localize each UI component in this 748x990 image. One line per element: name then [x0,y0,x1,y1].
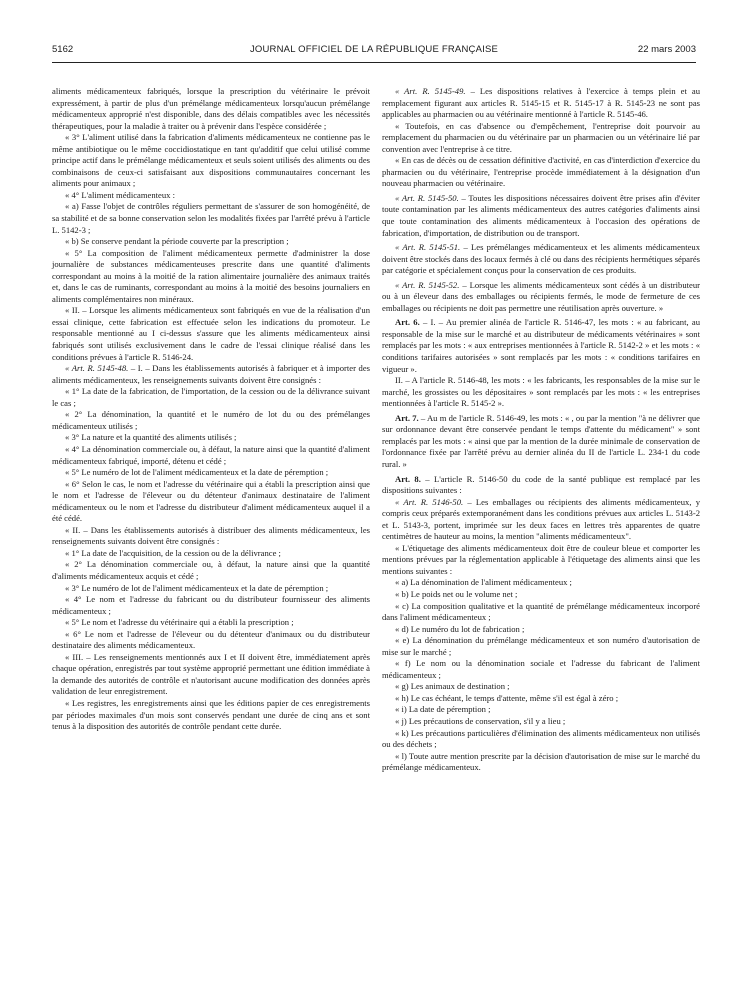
paragraph: « En cas de décès ou de cessation définitive d'activité, en cas d'interdiction d'exercice du pharmacien ou du vétérinaire, l'entreprise procède immédiatement à la désignation d'un nouveau pharmacien ou vétérinaire. [382,155,700,189]
paragraph: « 4° L'aliment médicamenteux : [65,189,175,200]
paragraph: « Art. R. 5145-51. – Les prémélanges médicamenteux et les aliments médicamenteux doivent être stockés dans des locaux fermés à clé ou dans des récipients hermétiques séparés par catégorie et spécialement conçus pour la conservation de ces produits. [382,242,701,276]
paragraph: « c) La composition qualitative et la quantité de prémélange médicamenteux incorporé dans l'aliment médicamenteux ; [382,600,700,623]
paragraph: « b) Se conserve pendant la période couverte par la prescription ; [65,236,289,247]
paragraph: « l) Toute autre mention prescrite par la décision d'autorisation de mise sur le marché du prémélange médicamenteux. [382,750,700,773]
paragraph: « Toutefois, en cas d'absence ou d'empêchement, l'entreprise doit pourvoir au remplacement du pharmacien ou du vétérinaire par un pharmacien ou un vétérinaire lié par convention avec l'entreprise à ce titre. [382,120,700,154]
paragraph: « e) La dénomination du prémélange médicamenteux et son numéro d'autorisation de mise sur le marché ; [382,635,700,657]
page-number: 5162 [52,44,74,55]
paragraph: « L'étiquetage des aliments médicamenteux doit être de couleur bleue et comporter les mentions prévues par la réglementation applicable à l'étiquetage des aliments ainsi que les mentions suivantes : [382,542,700,576]
paragraph: « 1° La date de l'acquisition, de la cession ou de la délivrance ; [65,547,281,558]
paragraph: « 2° La dénomination, la quantité et le numéro de lot du ou des prémélanges médicamenteux utilisés ; [52,409,370,431]
paragraph: « 5° La composition de l'aliment médicamenteux permette d'administrer la dose journalière de substances médicamenteuses prescrite dans une quantité d'aliments correspondant au moins à la moitié de la ration alimentaire journalière des animaux traités et, dans le cas de ruminants, correspondant au moins à la moitié des besoins journaliers en aliments complémentaires non minéraux. [52,247,370,304]
paragraph: « f) Le nom ou la dénomination sociale et l'adresse du fabricant de l'aliment médicamenteux ; [382,658,700,680]
paragraph: « II. – Dans les établissements autorisés à distribuer des aliments médicamenteux, les renseignements suivants doivent être consignés : [52,524,370,547]
paragraph: « a) La dénomination de l'aliment médicamenteux ; [395,577,572,588]
paragraph: « a) Fasse l'objet de contrôles réguliers permettant de s'assurer de son homogénéité, de sa stabilité et de sa bonne conservation selon les modalités fixées par l'arrêté prévu à l'article L. 5142-3 ; [52,201,370,235]
paragraph: « b) Le poids net ou le volume net ; [395,588,518,599]
paragraph: « Art. R. 5145-48. – I. – Dans les établissements autorisés à fabriquer et à importer des aliments médicamenteux, les renseignements suivants doivent être consignés : [52,363,371,385]
paragraph: Art. 8. – L'article R. 5146-50 du code de la santé publique est remplacé par les dispositions suivantes : [382,473,701,496]
paragraph: « j) Les précautions de conservation, s'il y a lieu ; [395,715,566,726]
paragraph: « 6° Le nom et l'adresse de l'éleveur ou du détenteur d'animaux ou du distributeur destinataire des aliments médicamenteux. [52,628,370,651]
paragraph: « 4° La dénomination commerciale ou, à défaut, la nature ainsi que la quantité d'aliment médicamenteux fabriqué, importé, détenu et cédé ; [52,443,370,466]
paragraph: « h) Le cas échéant, le temps d'attente, même s'il est égal à zéro ; [395,692,619,703]
paragraph: « 3° Le numéro de lot de l'aliment médicamenteux et la date de péremption ; [65,582,329,593]
paragraph: « i) La date de péremption ; [395,704,491,715]
paragraph: « 4° Le nom et l'adresse du fabricant ou du distributeur fournisseur des aliments médicamenteux ; [52,594,370,616]
issue-date: 22 mars 2003 [637,44,696,55]
paragraph: « III. – Les renseignements mentionnés aux I et II doivent être, immédiatement après chaque opération, enregistrés par tout système approprié permettant une édition immédiate à la demande des autorités de contrôle et n'autorisant aucune modification des données après validation de leur enregistrement. [52,651,370,697]
header-divider [52,62,696,63]
paragraph: « II. – Lorsque les aliments médicamenteux sont fabriqués en vue de la réalisation d'un essai clinique, cette fabrication est effectuée selon les indications du promoteur. Le responsable mentionné au I ci-dessus s'assure que les aliments médicamenteux ainsi fabriqués sont utilisés exclusivement dans le cadre de l'essai clinique réalisé dans les conditions prévues à l'article R. 5146-24. [52,305,370,362]
paragraph: « 5° Le nom et l'adresse du vétérinaire qui a établi la prescription ; [65,617,294,628]
paragraph: « 3° La nature et la quantité des aliments utilisés ; [65,432,237,443]
paragraph: « Art. R. 5146-50. – Les emballages ou récipients des aliments médicamenteux, y compris ceux préparés extemporanément dans les conditions prévues aux articles L. 5143-2 et L. 5143-3, portent, imprimée sur les deux faces en lettres très apparentes de quatre centimètres de hauteur au moins, la mention "aliments médicamenteux". [382,496,700,542]
paragraph: « 1° La date de la fabrication, de l'importation, de la cession ou de la délivrance suivant le cas ; [52,386,370,408]
paragraph: II. – A l'article R. 5146-48, les mots : « les fabricants, les responsables de la mise sur le marché, les grossistes ou les dépositaires » sont remplacés par les mots : « les entreprises mentionnées à l'article R. 5145-2 ». [382,375,700,409]
paragraph: « g) Les animaux de destination ; [395,681,510,692]
paragraph: « d) Le numéro du lot de fabrication ; [395,623,525,634]
page-header [52,44,696,58]
right-column [382,86,700,774]
paragraph: aliments médicamenteux fabriqués, lorsque la prescription du vétérinaire le prévoit expressément, à partir de plus d'un prémélange médicamenteux lorsqu'aucun prémélange médicamenteux approprié n'est disponible, dans des délais compatibles avec les nécessités thérapeutiques, pour la maladie à traiter ou à prévenir dans l'espèce considérée ; [52,86,370,131]
paragraph: Art. 6. – I. – Au premier alinéa de l'article R. 5146-47, les mots : « au fabricant, au responsable de la mise sur le marché et au distributeur de médicaments vétérinaires » sont remplacés par les mots : « aux entreprises mentionnées à l'article R. 5142-2 » et les mots : « conditions tarifaires autorisées » sont remplacés par les mots : « conditions tarifaires en vigueur ». [382,317,700,374]
paragraph: « 3° L'aliment utilisé dans la fabrication d'aliments médicamenteux ne contienne pas le même antibiotique ou le même coccidiostatique en tant qu'additif que celui utilisé comme principe actif dans le prémélange médicamenteux et seuls soient utilisés des aliments ou des combinaisons de ceux-ci satisfaisant aux dispositions communautaires concernant les aliments pour animaux ; [52,132,370,189]
paragraph: « Les registres, les enregistrements ainsi que les éditions papier de ces enregistrements par périodes maximales d'un mois sont conservés pendant une durée de cinq ans et sont tenus à la disposition des autorités de contrôle pendant cette durée. [52,697,370,732]
paragraph: « 2° La dénomination commerciale ou, à défaut, la nature ainsi que la quantité d'aliments médicamenteux acquis et cédé ; [52,559,370,581]
paragraph: « Art. R. 5145-49. – Les dispositions relatives à l'exercice à temps plein et au remplacement figurant aux articles R. 5145-15 et R. 5145-17 à R. 5145-23 ne sont pas applicables au pharmacien ou au vétérinaire mentionné à l'article R. 5145-46. [382,86,700,120]
paragraph: « Art. R. 5145-52. – Lorsque les aliments médicamenteux sont cédés à un distributeur ou à un éleveur dans des emballages ou récipients fermés, le mode de fermeture de ces emballages ou récipients ne doit pas permettre une réutilisation après ouverture. » [382,279,701,313]
paragraph: « Art. R. 5145-50. – Toutes les dispositions nécessaires doivent être prises afin d'éviter toute contamination par les aliments médicamenteux des autres catégories d'aliments ainsi que toute contamination des aliments médicamenteux à l'occasion des opérations de fabrication, d'importation, de distribution ou de transport. [382,192,701,238]
paragraph: « 5° Le numéro de lot de l'aliment médicamenteux et la date de péremption ; [65,467,329,478]
left-column [52,86,370,733]
paragraph: Art. 7. – Au m de l'article R. 5146-49, les mots : « , ou par la mention "à ne délivrer que sur ordonnance devant être conservée pendant le temps d'attente du médicament" » sont remplacés par les mots : « ainsi que par la mention de la durée minimale de conservation de l'ordonnance fixée par l'arrêté prévu au dernier alinéa du II de l'article L. 234-1 du code rural. » [382,412,700,469]
paragraph: « k) Les précautions particulières d'élimination des aliments médicamenteux non utilisés ou des déchets ; [382,727,700,750]
paragraph: « 6° Selon le cas, le nom et l'adresse du vétérinaire qui a établi la prescription ainsi que le nom et l'adresse de l'éleveur ou du détenteur d'animaux destinataire de l'aliment médicamenteux ou le nom et l'adresse du distributeur d'aliment médicamenteux auquel il a été cédé. [52,478,370,524]
journal-title: JOURNAL OFFICIEL DE LA RÉPUBLIQUE FRANÇAISE [249,44,499,55]
